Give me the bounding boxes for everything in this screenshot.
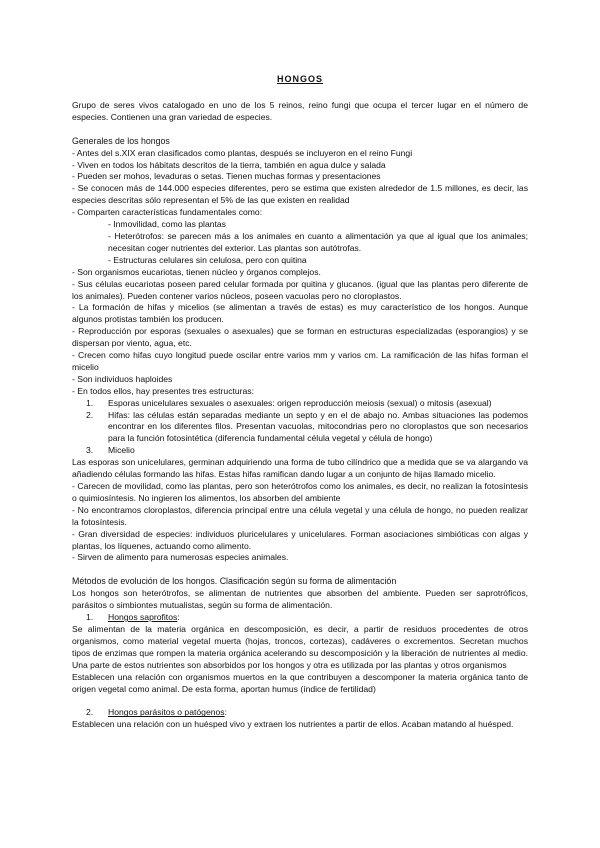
estructuras-list [72, 398, 528, 458]
estructura-item [72, 398, 528, 410]
list-item: - Carecen de movilidad, como las plantas, pero son heterótrofos como los animales, es decir, no realizan la fotosíntesis o quimiosíntesis. No ingieren los alimentos, los absorben del ambiente [72, 481, 528, 503]
list-item: - Son organismos eucariotas, tienen núcleo y órganos complejos. [72, 266, 321, 277]
list-item: - No encontramos cloroplastos, diferencia principal entre una célula vegetal y una célula de hongo, no pueden realizar la fotosíntesis. [72, 504, 528, 527]
sublist-item: - Estructuras celulares sin celulosa, pero con quitina [108, 254, 307, 265]
list-item: - Crecen como hifas cuyo longitud puede oscilar entre varios mm y varios cm. La ramificación de las hifas forman el micelio [72, 350, 528, 372]
list-item: - Se conocen más de 144.000 especies diferentes, pero se estima que existen alrededor de 1.5 millones, es decir, las especies descritas sólo representan el 5% de las que existen en realidad [72, 183, 528, 206]
parasitos-heading-row [72, 707, 528, 719]
list-item: - En todos ellos, hay presentes tres estructuras: [72, 385, 254, 396]
estructura-item [72, 410, 528, 446]
intro-paragraph: Grupo de seres vivos catalogado en uno de los 5 reinos, reino fungi que ocupa el tercer lugar en el número de especies. Contienen una gran variedad de especies. [72, 99, 528, 122]
item-number: 3. [86, 445, 94, 456]
item-number: 1. [86, 397, 94, 408]
parasitos-heading: Hongos parásitos o patógenos: [108, 707, 227, 718]
metodos-intro: Los hongos son heterótrofos, se alimentan de nutrientes que absorben del ambiente. Pueden ser saprotróficos, parásitos o simbiontes mutualistas, según su forma de alimentación. [72, 588, 528, 611]
list-item: - Viven en todos los hábitats descritos de la tierra, también en agua dulce y salada [72, 159, 386, 170]
saprofitos-paragraph-2: Establecen una relación con organismos muertos en la que contribuyen a descomponer la materia orgánica tanto de origen vegetal como animal. De esta forma, aportan humus (índice de fertilidad) [72, 671, 528, 694]
sublist-item: - Inmovilidad, como las plantas [108, 219, 226, 230]
generales-list-3 [72, 481, 528, 564]
list-item: - Son individuos haploides [72, 373, 173, 384]
list-item: - Comparten características fundamentales como: [72, 207, 263, 218]
list-item: - Antes del s.XIX eran clasificados como plantas, después se incluyeron en el reino Fungi [72, 147, 413, 158]
item-number: 1. [86, 612, 94, 623]
generales-list [72, 148, 528, 219]
list-item: - Gran diversidad de especies: individuos pluricelulares y unicelulares. Forman asociaciones simbióticas con algas y plantas, los líquenes, actuando como alimento. [72, 528, 528, 551]
sublist-item: - Heterótrofos: se parecen más a los animales en cuanto a alimentación ya que al igual que los animales; necesitan coger nutrientes del exterior. Las plantas son autótrofas. [108, 230, 528, 253]
item-text: Hifas: las células están separadas mediante un septo y en el de abajo no. Ambas situaciones las podemos encontrar en los diferentes filos. Presentan vacuolas, mitocondrias pero no cloroplastos que son necesarios para la función fotosintética (diferencia fundamental célula vegetal y célula de hongo) [108, 409, 528, 444]
item-number: 2. [86, 707, 94, 718]
generales-heading: Generales de los hongos [72, 135, 170, 146]
item-number: 2. [86, 409, 94, 420]
item-text: Micelio [108, 445, 135, 456]
page-title: HONGOS [276, 74, 323, 84]
list-item: - Reproducción por esporas (sexuales o asexuales) que se forman en estructuras especializadas (esporangios) y se dispersan por viento, agua, etc. [72, 326, 528, 349]
list-item: - Sus células eucariotas poseen pared celular formada por quitina y glucanos. (igual que las plantas pero diferente de los animales). Pueden contener varios núcleos, poseen vacuolas pero no cloroplastos. [72, 278, 528, 301]
generales-list-2 [72, 267, 528, 398]
metodos-heading: Métodos de evolución de los hongos. Clasificación según su forma de alimentación [72, 576, 397, 587]
list-item: - Sirven de alimento para numerosas especies animales. [72, 552, 289, 563]
parasitos-paragraph: Establecen una relación con un huésped vivo y extraen los nutrientes a partir de ellos. Acaban matando al huésped. [72, 719, 514, 730]
saprofitos-paragraph-1: Se alimentan de la materia orgánica en descomposición, es decir, a partir de residuos procedentes de otros organismos, como material vegetal muerta (hojas, troncos, cortezas), cadáveres o excrementos. Secretan muchos tipos de enzimas que rompen la materia orgánica acelerando su descomposición y la liberación de nutrientes al medio. Una parte de estos nutrientes son absorbidos por los hongos y otra es utilizada por las plantas y otros organismos [72, 623, 528, 670]
saprofitos-heading: Hongos saprofitos: [108, 612, 180, 623]
esporas-paragraph: Las esporas son unicelulares, germinan adquiriendo una forma de tubo cilíndrico que a medida que se va alargando va añadiendo células formando las hifas. Estas hifas ramifican dando lugar a un conjunto de hijas llamado micelio. [72, 457, 528, 480]
saprofitos-heading-row [72, 612, 528, 624]
caracteristicas-sublist [72, 219, 528, 267]
estructura-item [72, 445, 528, 457]
list-item: - La formación de hifas y micelios (se alimentan a través de estas) es muy característico de los hongos. Aunque algunos protistas también los producen. [72, 302, 528, 325]
list-item: - Pueden ser mohos, levaduras o setas. Tienen muchas formas y presentaciones [72, 171, 381, 182]
item-text: Esporas unicelulares sexuales o asexuales: origen reproducción meiosis (sexual) o mitosis (asexual) [108, 397, 492, 408]
